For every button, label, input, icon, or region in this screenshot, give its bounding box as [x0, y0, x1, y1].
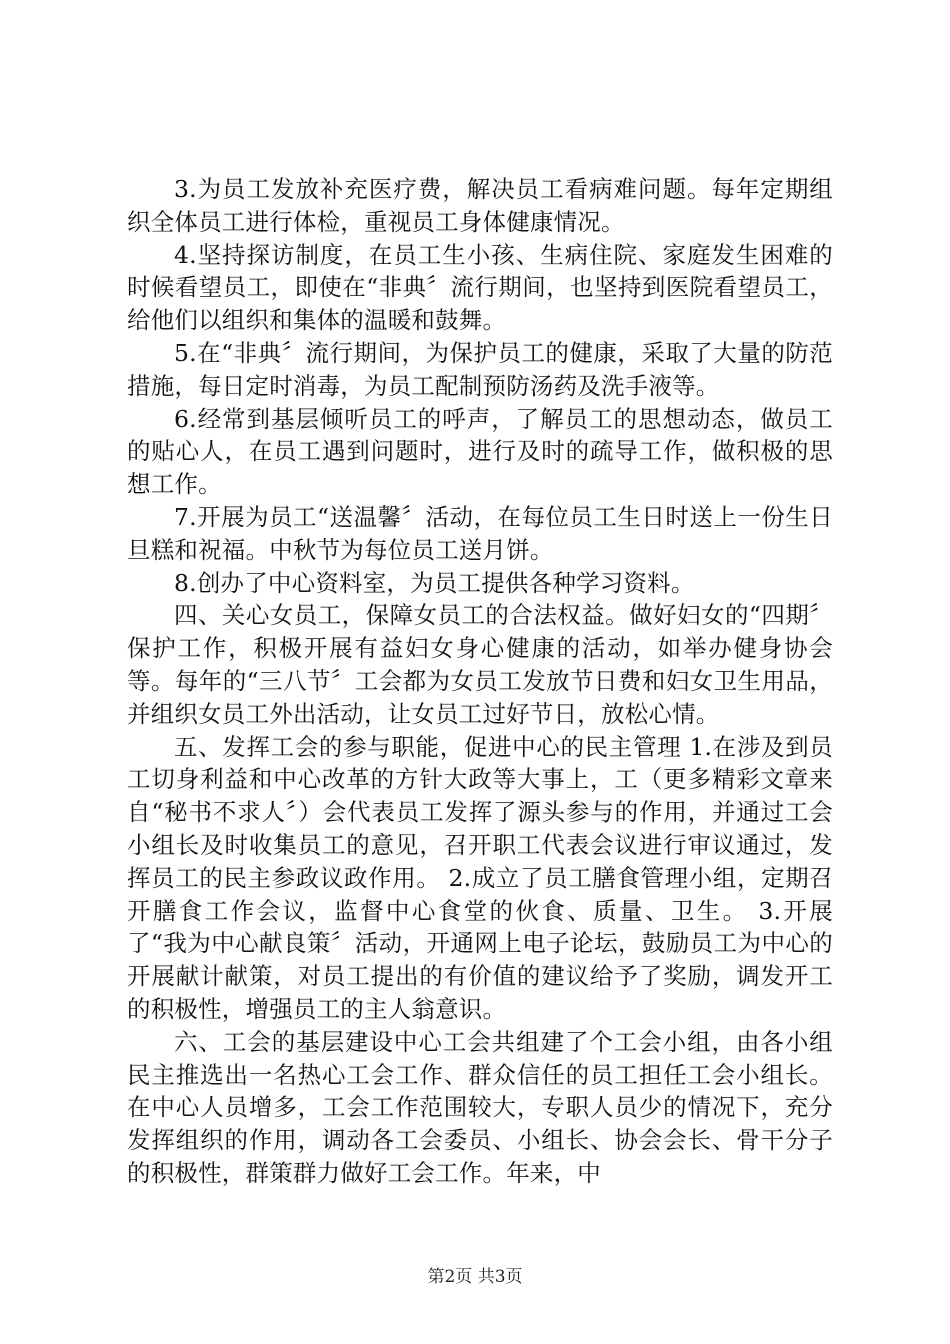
- paragraph-item-4: 4.坚持探访制度，在员工生小孩、生病住院、家庭发生困难的时候看望员工，即使在“非典〞流行期间，也坚持到医院看望员工，给他们以组织和集体的温暖和鼓舞。: [127, 240, 833, 335]
- paragraph-item-5: 5.在“非典〞流行期间，为保护员工的健康，采取了大量的防范措施，每日定时消毒，为员工配制预防汤药及洗手液等。: [127, 338, 834, 400]
- paragraph-section-5: 五、发挥工会的参与职能，促进中心的民主管理 1.在涉及到员工切身利益和中心改革的方针大政等大事上，工（更多精彩文章来自“秘书不求人〞）会代表员工发挥了源头参与的作用，并通过工会小组长及时收集员工的意见，召开职工代表会议进行审议通过，发挥员工的民主参政议政作用。 2.成立了员工膳食管理小组，定期召开膳食工作会议，监督中心食堂的伙食、质量、卫生。 3.开展了“我为中心献良策〞活动，开通网上电子论坛，鼓励员工为中心的开展献计献策，对员工提出的有价值的建议给予了奖励，调发开工的积极性，增强员工的主人翁意识。: [127, 732, 833, 1023]
- paragraph-item-8: 8.创办了中心资料室，为员工提供各种学习资料。: [174, 568, 695, 597]
- paragraph-section-4: 四、关心女员工，保障女员工的合法权益。做好妇女的“四期〞保护工作，积极开展有益妇女身心健康的活动，如举办健身协会等。每年的“三八节〞工会都为女员工发放节日费和妇女卫生用品，并组织女员工外出活动，让女员工过好节日，放松心情。: [127, 601, 833, 728]
- paragraph-section-6: 六、工会的基层建设中心工会共组建了个工会小组，由各小组民主推选出一名热心工会工作、群众信任的员工担任工会小组长。在中心人员增多，工会工作范围较大，专职人员少的情况下，充分发挥组织的作用，调动各工会委员、小组长、协会会长、骨干分子的积极性，群策群力做好工会工作。年来，中: [127, 1027, 833, 1187]
- paragraph-item-3: 3.为员工发放补充医疗费，解决员工看病难问题。每年定期组织全体员工进行体检，重视员工身体健康情况。: [127, 175, 833, 236]
- paragraph-item-6: 6.经常到基层倾听员工的呼声，了解员工的思想动态，做员工的贴心人，在员工遇到问题时，进行及时的疏导工作，做积极的思想工作。: [127, 404, 833, 499]
- document-body: [127, 173, 833, 1190]
- page-number-footer: 第2页 共3页: [427, 1267, 523, 1287]
- paragraph-item-7: 7.开展为员工“送温馨〞活动，在每位员工生日时送上一份生日旦糕和祝福。中秋节为每位员工送月饼。: [127, 502, 834, 564]
